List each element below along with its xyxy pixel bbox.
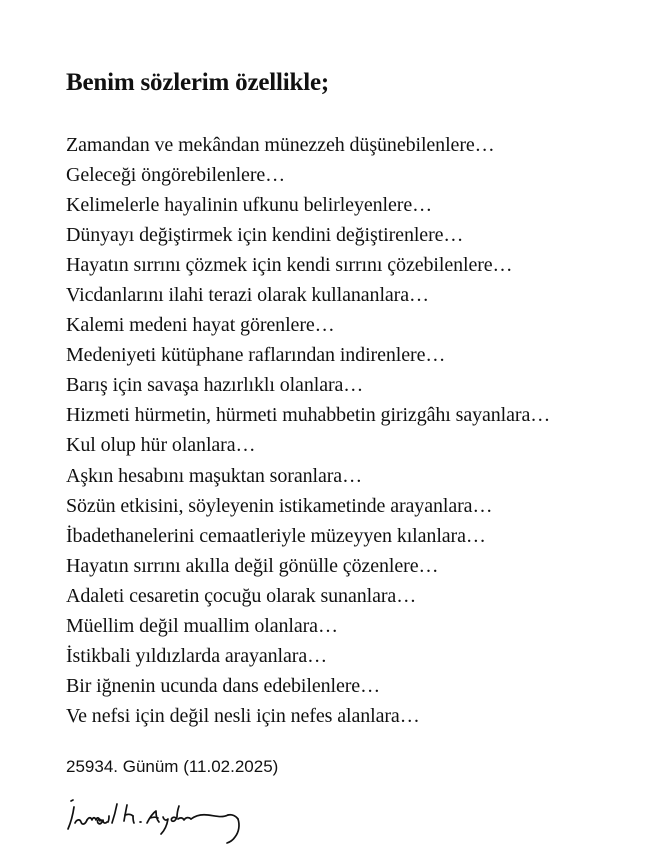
verse-line: Vicdanlarını ilahi terazi olarak kullananlara… [66, 284, 429, 307]
verse-line: Ve nefsi için değil nesli için nefes alanlara… [66, 704, 420, 727]
verse-line: İstikbali yıldızlarda arayanlara… [66, 644, 328, 667]
verse-line: Zamandan ve mekândan münezzeh düşünebilenlere… [66, 134, 495, 156]
verse-line: Bir iğnenin ucunda dans edebilenlere… [66, 674, 380, 697]
verse-line: Medeniyeti kütüphane raflarından indirenlere… [66, 344, 446, 367]
verse-line: Kelimelerle hayalinin ufkunu belirleyenlere… [66, 194, 433, 217]
verse-line: Kalemi medeni hayat görenlere… [66, 314, 335, 337]
verse-line: Barış için savaşa hazırlıklı olanlara… [66, 374, 364, 397]
verse-line: Adaleti cesaretin çocuğu olarak sunanlara… [66, 584, 417, 607]
page-title: Benim sözlerim özellikle; [66, 69, 329, 96]
verse-list [66, 130, 550, 731]
date-line: 25934. Günüm (11.02.2025) [66, 757, 279, 776]
verse-line: Hayatın sırrını akılla değil gönülle çözenlere… [66, 554, 439, 577]
verse-line: Hizmeti hürmetin, hürmeti muhabbetin girizgâhı sayanlara… [66, 404, 551, 427]
verse-line: Hayatın sırrını çözmek için kendi sırrını çözebilenlere… [66, 254, 513, 277]
signature-image [62, 792, 262, 848]
verse-line: Aşkın hesabını maşuktan soranlara… [66, 464, 362, 487]
verse-line: Müellim değil muallim olanlara… [66, 614, 338, 637]
verse-line: İbadethanelerini cemaatleriyle müzeyyen kılanlara… [66, 524, 486, 547]
verse-line: Sözün etkisini, söyleyenin istikametinde arayanlara… [66, 494, 493, 517]
verse-line: Dünyayı değiştirmek için kendini değiştirenlere… [66, 224, 464, 247]
verse-line: Kul olup hür olanlara… [66, 434, 256, 457]
verse-line: Geleceği öngörebilenlere… [66, 164, 286, 187]
